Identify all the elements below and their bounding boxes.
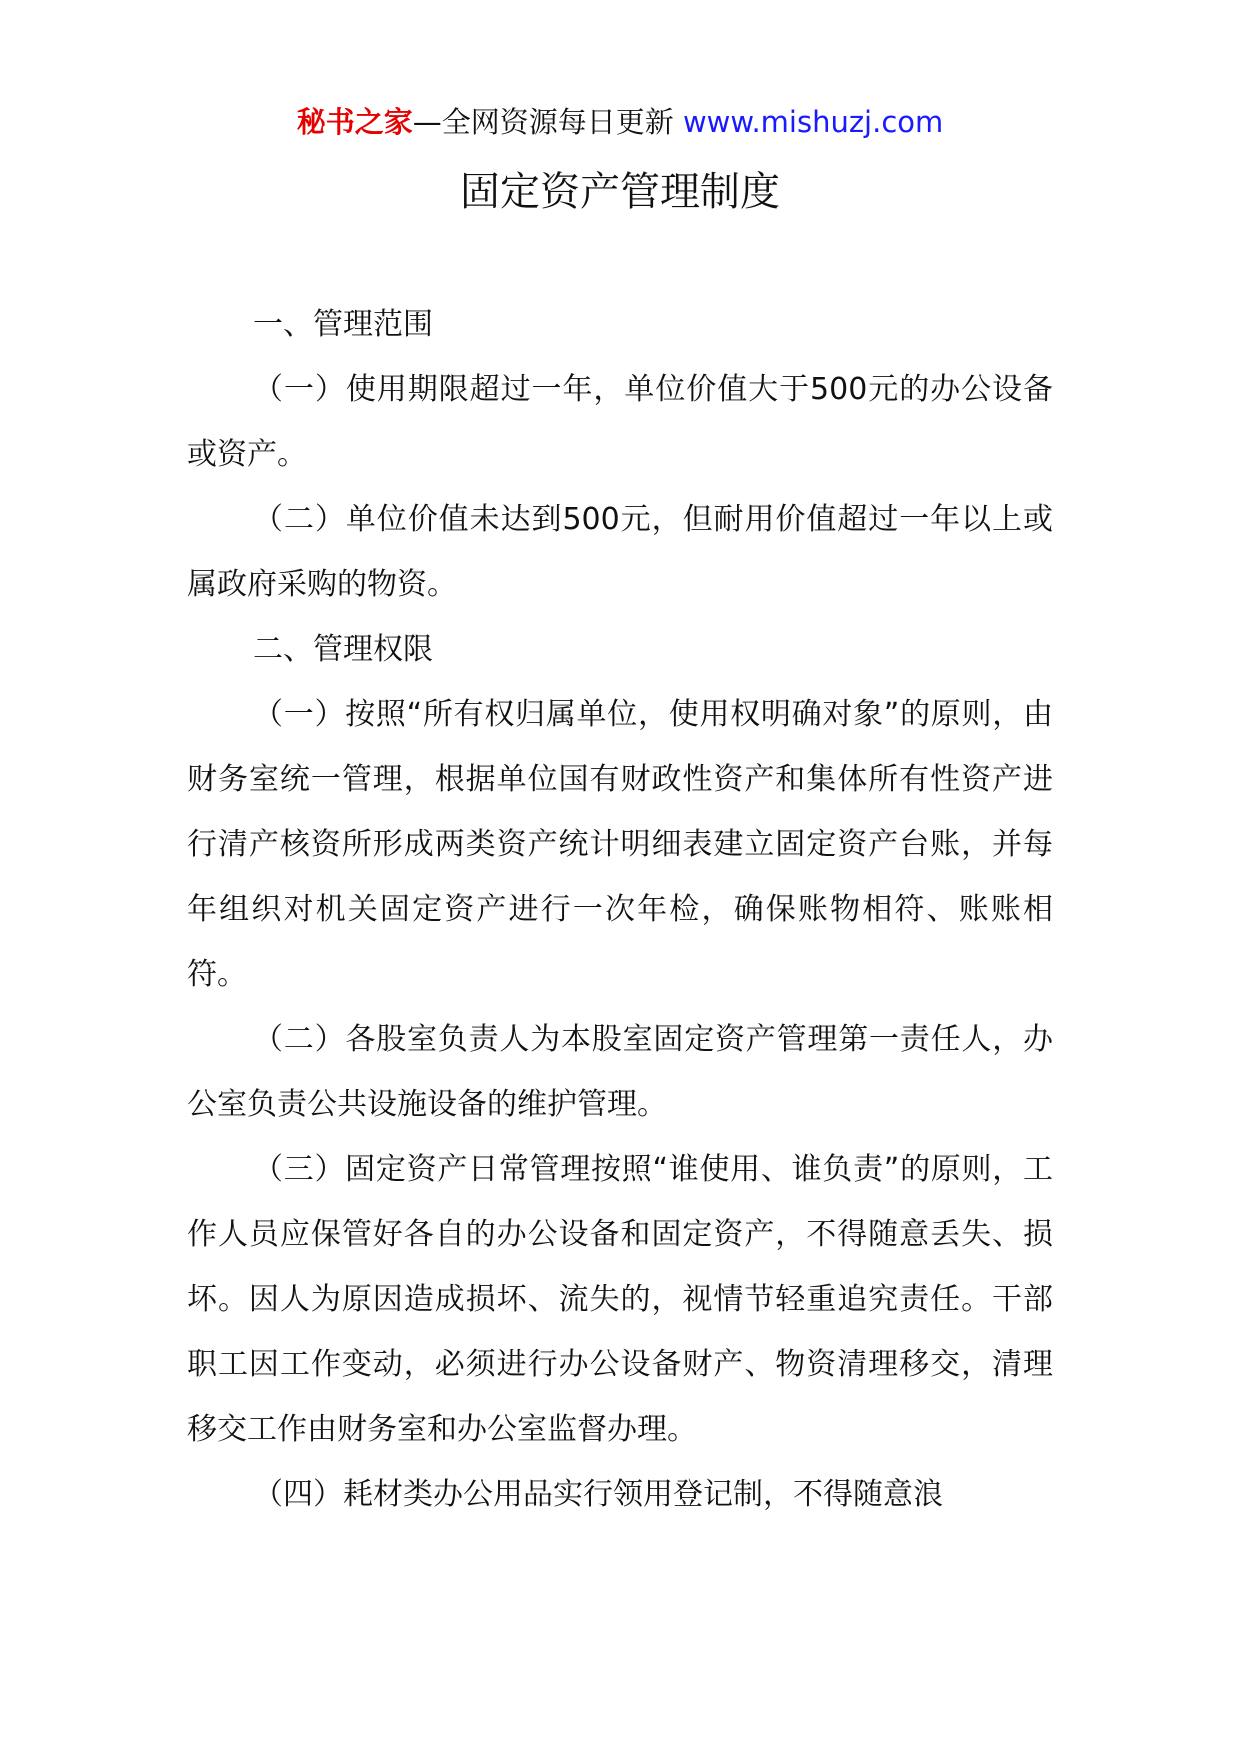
paragraph-scope-1: （一）使用期限超过一年，单位价值大于500元的办公设备或资产。	[187, 372, 1053, 472]
site-brand: 秘书之家	[296, 105, 413, 139]
paragraph-authority-2: （二）各股室负责人为本股室固定资产管理第一责任人，办公室负责公共设施设备的维护管理。	[187, 1022, 1053, 1122]
site-slogan: —全网资源每日更新	[412, 105, 674, 139]
section-heading-scope: 一、管理范围	[253, 307, 433, 342]
site-url-link[interactable]: www.mishuzj.com	[682, 105, 944, 139]
document-body	[187, 292, 1053, 1527]
site-header	[0, 102, 1240, 142]
paragraph-authority-1: （一）按照“所有权归属单位，使用权明确对象”的原则，由财务室统一管理，根据单位国有财政性资产和集体所有性资产进行清产核资所形成两类资产统计明细表建立固定资产台账，并每年组织对机关固定资产进行一次年检，确保账物相符、账账相符。	[187, 697, 1053, 992]
section-heading-authority: 二、管理权限	[253, 632, 433, 667]
paragraph-authority-3: （三）固定资产日常管理按照“谁使用、谁负责”的原则，工作人员应保管好各自的办公设备和固定资产，不得随意丢失、损坏。因人为原因造成损坏、流失的，视情节轻重追究责任。干部职工因工作变动，必须进行办公设备财产、物资清理移交，清理移交工作由财务室和办公室监督办理。	[187, 1152, 1053, 1447]
paragraph-scope-2: （二）单位价值未达到500元，但耐用价值超过一年以上或属政府采购的物资。	[187, 502, 1053, 602]
paragraph-authority-4: （四）耗材类办公用品实行领用登记制，不得随意浪	[253, 1477, 943, 1512]
document-title: 固定资产管理制度	[460, 169, 780, 215]
